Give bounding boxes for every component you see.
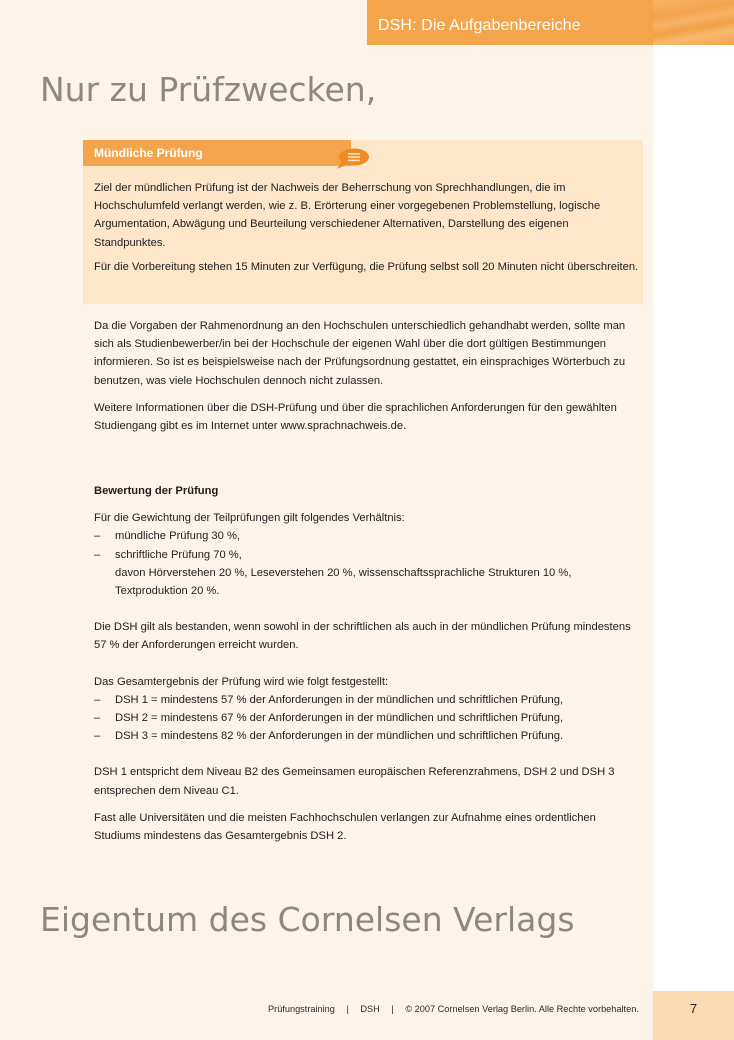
footer-separator: |	[391, 1004, 394, 1014]
list-item-text: DSH 3 = mindestens 82 % der Anforderungen in der mündlichen und schriftlichen Prüfung.	[115, 730, 564, 743]
right-margin	[653, 0, 734, 1040]
weights-intro: Für die Gewichtung der Teilprüfungen gilt folgendes Verhältnis:	[94, 512, 405, 525]
info-box-body	[94, 179, 639, 276]
sub-line: Textproduktion 20 %.	[115, 585, 220, 598]
footer-separator: |	[346, 1004, 349, 1014]
footer-copyright: © 2007 Cornelsen Verlag Berlin. Alle Rechte vorbehalten.	[405, 1004, 639, 1014]
page-title: DSH: Die Aufgabenbereiche	[378, 17, 581, 34]
info-box-paragraph: Ziel der mündlichen Prüfung ist der Nachweis der Beherrschung von Sprechhandlungen, die im Hochschulumfeld verlangt werden, wie z. B. Erörterung einer vorgegebenen Problemstellung, logische Argumentation, Abwägung und Beurteilung verschiedener Alternativen, Darstellung des eigenen Standpunktes.	[94, 182, 601, 249]
niveau-paragraph: DSH 1 entspricht dem Niveau B2 des Gemeinsamen europäischen Referenzrahmens, DSH 2 und DSH 3 entsprechen dem Niveau C1.	[94, 766, 615, 797]
info-box-paragraph: Für die Vorbereitung stehen 15 Minuten zur Verfügung, die Prüfung selbst soll 20 Minuten nicht überschreiten.	[94, 260, 639, 273]
footer-series: Prüfungstraining	[268, 1004, 335, 1014]
sub-line: davon Hörverstehen 20 %, Leseverstehen 20 %, wissenschaftssprachliche Strukturen 10 %,	[115, 566, 572, 579]
watermark-line-2: Eigentum des Cornelsen Verlags	[40, 900, 575, 939]
list-item	[94, 727, 639, 745]
section-heading: Bewertung der Prüfung	[94, 485, 219, 497]
watermark-line-1: Nur zu Prüfzwecken,	[40, 70, 377, 109]
bewertung-section	[94, 482, 639, 845]
body-paragraph: Da die Vorgaben der Rahmenordnung an den Hochschulen unterschiedlich gehandhabt werden, sollte man sich als Studienbewerber/in bei der Hochschule der eigenen Wahl über die dort gültigen Bestimmungen informieren. So ist es beispielsweise nach der Prüfungsordnung gestattet, ein einsprachiges Wörterbuch zu benutzen, was viele Hochschulen dennoch nicht zulassen.	[94, 320, 626, 387]
list-item-text: schriftliche Prüfung 70 %,	[115, 548, 242, 561]
list-dash: –	[94, 730, 101, 743]
page-number: 7	[689, 1001, 698, 1016]
list-dash: –	[94, 712, 101, 725]
list-item-text: mündliche Prüfung 30 %,	[115, 530, 241, 543]
list-item	[94, 691, 639, 709]
header-decoration	[653, 0, 734, 45]
list-item	[94, 527, 639, 545]
list-dash: –	[94, 548, 101, 561]
list-dash: –	[94, 530, 101, 543]
closing-paragraph: Fast alle Universitäten und die meisten Fachhochschulen verlangen zur Aufnahme eines ordentlichen Studiums mindestens das Gesamtergebnis DSH 2.	[94, 811, 596, 843]
body-text	[94, 317, 639, 435]
list-item	[94, 709, 639, 727]
info-box-title: Mündliche Prüfung	[94, 146, 203, 160]
footer-exam: DSH	[360, 1004, 380, 1014]
body-paragraph: Weitere Informationen über die DSH-Prüfung und über die sprachlichen Anforderungen für den gewählten Studiengang gibt es im Internet unter www.sprachnachweis.de.	[94, 401, 617, 433]
list-item-text: DSH 1 = mindestens 57 % der Anforderungen in der mündlichen und schriftlichen Prüfung,	[115, 693, 564, 706]
footer	[268, 1004, 639, 1014]
results-intro: Das Gesamtergebnis der Prüfung wird wie folgt festgestellt:	[94, 675, 389, 688]
speech-bubble-icon	[334, 148, 370, 170]
list-item-text: DSH 2 = mindestens 67 % der Anforderungen in der mündlichen und schriftlichen Prüfung,	[115, 712, 564, 725]
passed-paragraph: Die DSH gilt als bestanden, wenn sowohl in der schriftlichen als auch in der mündlichen Prüfung mindestens 57 % der Anforderungen erreicht wurden.	[94, 621, 631, 652]
list-item	[94, 546, 639, 564]
list-dash: –	[94, 693, 101, 706]
